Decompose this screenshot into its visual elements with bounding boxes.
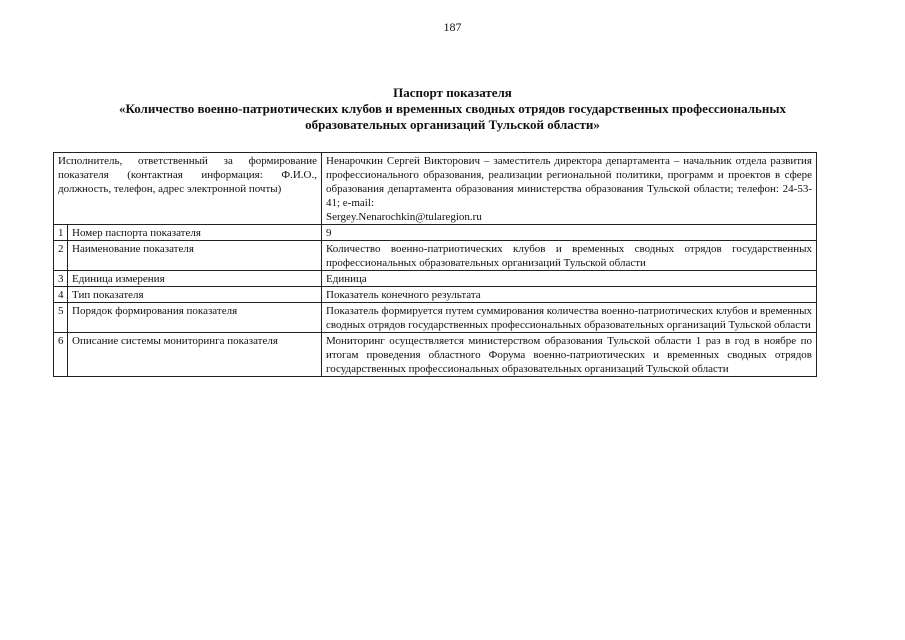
- executor-value-text: Ненарочкин Сергей Викторович – заместитель директора департамента – начальник отдела развития профессионального образования, реализации региональной политики, программ и проектов в сфере образования департамента образования министерства образования Тульской области; телефон: 24-53-41; e-mail:: [326, 155, 812, 209]
- row-value: 9: [322, 225, 817, 241]
- row-number: 1: [54, 225, 68, 241]
- title-line-3: образовательных организаций Тульской области»: [305, 117, 600, 132]
- page-number: 187: [443, 20, 462, 34]
- executor-label: Исполнитель, ответственный за формирование показателя (контактная информация: Ф.И.О., должность, телефон, адрес электронной почты): [54, 153, 322, 225]
- table-row: [54, 303, 817, 333]
- table-row: [54, 241, 817, 271]
- executor-value: [322, 153, 817, 225]
- table-row: [54, 333, 817, 377]
- row-label: Описание системы мониторинга показателя: [68, 333, 322, 377]
- title-line-1: Паспорт показателя: [393, 85, 512, 100]
- row-label: Единица измерения: [68, 271, 322, 287]
- row-value: Единица: [322, 271, 817, 287]
- title-line-2: «Количество военно-патриотических клубов и временных сводных отрядов государственных профессиональных: [118, 101, 787, 116]
- document-title: [40, 85, 865, 133]
- row-number: 4: [54, 287, 68, 303]
- row-value: Показатель формируется путем суммирования количества военно-патриотических клубов и временных сводных отрядов государственных профессиональных образовательных организаций Тульской области: [322, 303, 817, 333]
- row-label: Номер паспорта показателя: [68, 225, 322, 241]
- row-number: 2: [54, 241, 68, 271]
- row-number: 6: [54, 333, 68, 377]
- table-row-executor: [54, 153, 817, 225]
- passport-table: [53, 152, 817, 377]
- row-value: Мониторинг осуществляется министерством образования Тульской области 1 раз в год в ноябре по итогам проведения областного Форума военно-патриотических и временных сводных отрядов государственных профессиональных образовательных организаций Тульской области: [322, 333, 817, 377]
- table-row: [54, 287, 817, 303]
- table-row: [54, 225, 817, 241]
- row-label: Наименование показателя: [68, 241, 322, 271]
- table-row: [54, 271, 817, 287]
- row-value: Показатель конечного результата: [322, 287, 817, 303]
- executor-email: Sergey.Nenarochkin@tularegion.ru: [326, 211, 482, 223]
- row-number: 5: [54, 303, 68, 333]
- row-label: Порядок формирования показателя: [68, 303, 322, 333]
- row-label: Тип показателя: [68, 287, 322, 303]
- row-number: 3: [54, 271, 68, 287]
- row-value: Количество военно-патриотических клубов и временных сводных отрядов государственных профессиональных образовательных организаций Тульской области: [322, 241, 817, 271]
